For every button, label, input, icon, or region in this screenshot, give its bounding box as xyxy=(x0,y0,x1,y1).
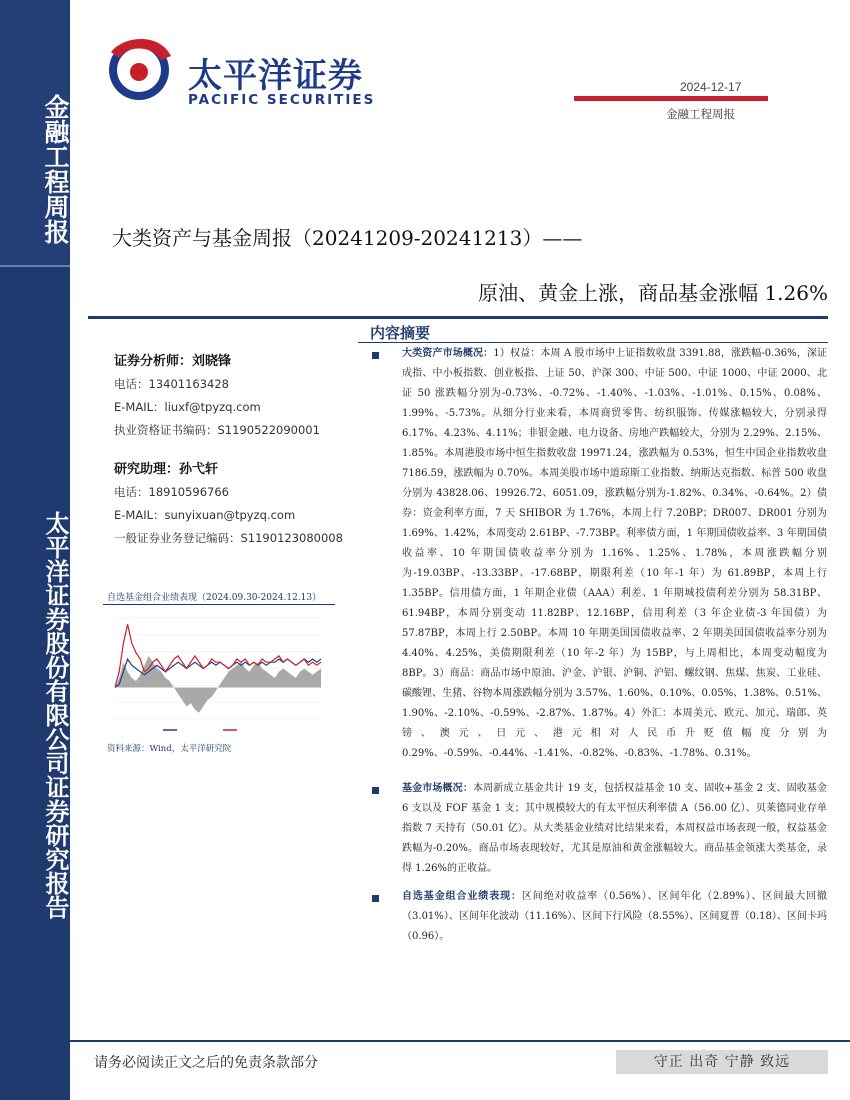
abstract-section-market xyxy=(402,344,827,764)
bullet-icon xyxy=(372,352,379,359)
section-label: 自选基金组合业绩表现： xyxy=(402,891,522,902)
section-label: 基金市场概况： xyxy=(402,783,473,794)
analyst-name: 证券分析师：刘晓锋 xyxy=(114,354,232,369)
section-label: 大类资产市场概况： xyxy=(402,348,494,359)
title-divider xyxy=(88,316,828,319)
analyst-cert: 执业资格证书编码：S1190522090001 xyxy=(114,423,320,437)
assistant-email: E-MAIL：sunyixuan@tpyzq.com xyxy=(114,508,296,522)
chart-source: 资料来源：Wind，太平洋研究院 xyxy=(107,744,232,754)
bullet-icon xyxy=(372,787,379,794)
analyst-email: E-MAIL：liuxf@tpyzq.com xyxy=(114,400,261,414)
abstract-section-portfolio xyxy=(402,887,827,947)
brand-name-cn: 太平洋证券 xyxy=(188,56,363,96)
section-text: 区间绝对收益率（0.56%）、区间年化（2.89%）、区间最大回撤（3.01%）、区间年化波动（11.16%）、区间下行风险（8.55%）、区间夏普（0.18）、区间卡玛（0.96）。 xyxy=(402,891,827,942)
footer-disclaimer: 请务必阅读正文之后的免责条款部分 xyxy=(94,1055,318,1071)
report-title-line1: 大类资产与基金周报（20241209-20241213）—— xyxy=(112,226,583,250)
report-type-label: 金融工程周报 xyxy=(666,107,735,121)
assistant-name: 研究助理：孙弋轩 xyxy=(114,462,219,477)
performance-chart xyxy=(103,610,335,735)
analyst-phone: 电话：13401163428 xyxy=(114,377,229,391)
footer-divider xyxy=(70,1040,850,1042)
sidebar xyxy=(0,0,70,1100)
chart-title-rule xyxy=(103,604,335,605)
assistant-cert: 一般证券业务登记编码：S1190123080008 xyxy=(114,531,343,545)
chart-title: 自选基金组合业绩表现（2024.09.30-2024.12.13） xyxy=(107,593,322,603)
report-date: 2024-12-17 xyxy=(680,80,742,94)
abstract-divider xyxy=(358,342,828,343)
abstract-section-fund xyxy=(402,779,827,879)
abstract-header: 内容摘要 xyxy=(370,324,431,342)
analyst-block xyxy=(114,350,320,438)
sidebar-report-type: 金融工程周报 xyxy=(41,94,70,244)
report-title-line2: 原油、黄金上涨，商品基金涨幅 1.26% xyxy=(478,281,828,305)
assistant-phone: 电话：18910596766 xyxy=(114,485,229,499)
footer-motto: 守正 出奇 宁静 致远 xyxy=(616,1050,828,1074)
pacific-securities-logo-icon xyxy=(103,32,175,104)
sidebar-company-label: 太平洋证券股份有限公司证券研究报告 xyxy=(41,511,69,919)
brand-name-en: PACIFIC SECURITIES xyxy=(188,92,376,108)
section-text: 1）权益：本周 A 股市场中上证指数收盘 3391.88，涨跌幅-0.36%，深证成指、中小板指数、创业板指、上证 50、沪深 300、中证 500、中证 1000、中证 2000、北证 50 涨跌幅分别为-0.73%、-0.72%、-1.40%、-1.03%、-1.01%、0.15%、0.08%、1.99%、-5.73%。从细分行业来看，本周商贸零售、纺织服饰、传媒涨幅较大，分别录得 6.17%、4.23%、4.11%；非银金融、电力设备、房地产跌幅较大，分别为 2.29%、2.15%、1.85%。本周港股市场中恒生指数收盘 19971.24，涨跌幅为 0.53%，恒生中国企业指数收盘 7186.59，涨跌幅为 0.70%。本周美股市场中道琼斯工业指数、纳斯达克指数、标普 500 收盘分别为 43828.06、19926.72、6051.09，涨跌幅分别为-1.82%、0.34%、-0.64%。2）债券：资金利率方面，7 天 SHIBOR 为 1.76%，本周上行 7.20BP；DR007、DR001 分别为 1.69%、1.42%，本周变动 2.61BP、-7.73BP。利率债方面，1 年期国债收益率、3 年期国债收益率、10 年期国债收益率分别为 1.16%、1.25%、1.78%，本周涨跌幅分别为-19.03BP、-13.33BP、-17.68BP，期限利差（10 年-1 年）为 61.89BP，本周上行 1.35BP。信用债方面，1 年期企业债（AAA）利差、1 年期城投债利差分别为 58.31BP、61.94BP，本周分别变动 11.82BP、12.16BP，信用利差（3 年企业债-3 年国债）为 57.87BP，本周上行 2.50BP。本周 10 年期美国国债收益率、2 年期美国国债收益率分别为 4.40%、4.25%，美债期限利差（10 年-2 年）为 15BP，与上周相比，本周变动幅度为 8BP。3）商品：商品市场中原油、沪金、沪银、沪铜、沪铝、螺纹钢、焦煤、焦炭、工业硅、碳酸锂、生猪、谷物本周涨跌幅分别为 3.57%、1.60%、0.10%、0.05%、1.38%、0.51%、1.90%、-2.10%、-0.59%、-2.87%、1.87%。4）外汇：本周美元、欧元、加元、瑞郎、英镑、澳元、日元、港元相对人民币升贬值幅度分别为 0.29%、-0.59%、-0.44%、-1.41%、-0.82%、-0.83%、-1.78%、0.31%。 xyxy=(402,348,827,759)
date-accent-bar xyxy=(574,96,768,101)
assistant-block xyxy=(114,458,343,546)
bullet-icon xyxy=(372,895,379,902)
section-text: 本周新成立基金共计 19 支，包括权益基金 10 支、固收+基金 2 支、固收基金 6 支以及 FOF 基金 1 支；其中规模较大的有太平恒庆利率债 A（56.00 亿）、贝莱德同业存单指数 7 天持有（50.01 亿）。从大类基金业绩对比结果来看，本周权益市场表现一般，权益基金跌幅为-0.20%。商品市场表现较好，尤其是原油和黄金涨幅较大。商品基金领涨大类基金，录得 1.26%的正收益。 xyxy=(402,783,828,874)
